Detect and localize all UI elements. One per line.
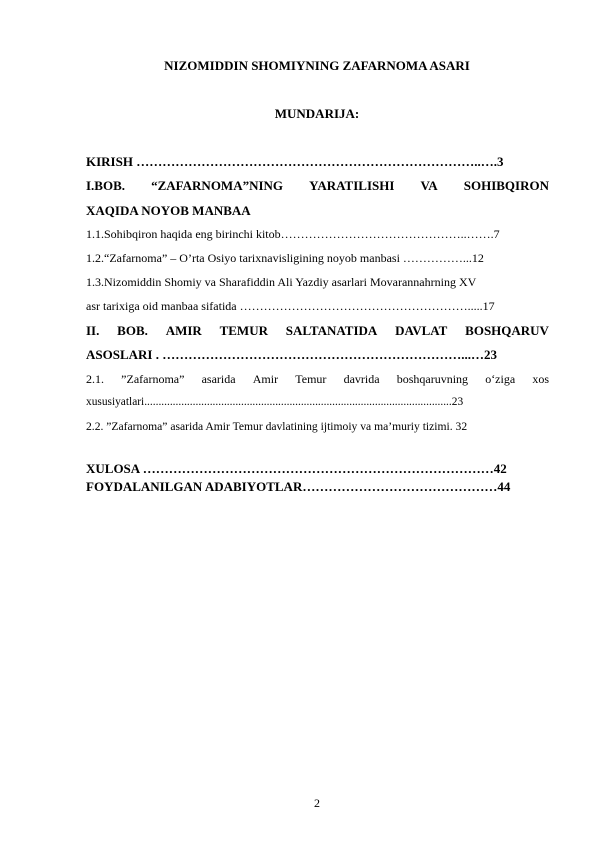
toc-word: II. [86,323,100,338]
toc-entry-bob1-line2: XAQIDA NOYOB MANBAA [86,203,251,218]
toc-word: xos [532,372,549,386]
toc-entry-bob1-line1 [86,178,549,194]
toc-entry-xulosa: XULOSA ………………………………………………………………………42 [86,461,507,476]
toc-word: SALTANATIDA [285,323,378,338]
toc-entry-bob2-line1 [86,323,549,339]
toc-entry-2-1-line2: xususiyatlari............................................................................................................23 [86,396,464,408]
toc-entry-2-1-line1 [86,372,549,387]
toc-word: I.BOB. [86,178,126,193]
toc-word: o‘ziga [485,372,516,386]
toc-word: AMIR [165,323,202,338]
toc-word: “ZAFARNOMA”NING [151,178,284,193]
toc-word: BOB. [117,323,148,338]
toc-word: davrida [343,372,380,386]
toc-entry-bob2-line2: ASOSLARI . ……………………………………………………………...…23 [86,347,497,362]
toc-heading: MUNDARIJA: [274,106,360,121]
toc-entry-kirish: KIRISH ……………………………………………………………………..….3 [86,154,504,169]
toc-word: YARATILISHI [309,178,395,193]
toc-word: SOHIBQIRON [463,178,549,193]
toc-entry-1-3-line2: asr tarixiga oid manbaa sifatida ………………………………………………….....17 [86,299,495,313]
toc-word: DAVLAT [395,323,448,338]
toc-word: VA [420,178,438,193]
toc-word: ”Zafarnoma” [121,372,185,386]
toc-word: boshqaruvning [396,372,469,386]
toc-word: TEMUR [219,323,268,338]
toc-word: BOSHQARUV [465,323,549,338]
toc-word: asarida [201,372,236,386]
toc-entry-2-2: 2.2. ”Zafarnoma” asarida Amir Temur davlatining ijtimoiy va ma’muriy tizimi. 32 [86,420,468,433]
document-title: NIZOMIDDIN SHOMIYNING ZAFARNOMA ASARI [164,58,470,73]
toc-word: Temur [295,372,327,386]
toc-word: Amir [252,372,279,386]
toc-entry-1-2: 1.2.“Zafarnoma” – O’rta Osiyo tarixnavisligining noyob manbasi ……………...12 [86,251,484,265]
toc-entry-1-3-line1: 1.3.Nizomiddin Shomiy va Sharafiddin Ali Yazdiy asarlari Movarannahrning XV [86,275,477,289]
toc-entry-1-1: 1.1.Sohibqiron haqida eng birinchi kitob………………………………………..…….7 [86,227,500,241]
toc-entry-adabiyotlar: FOYDALANILGAN ADABIYOTLAR………………………………………44 [86,479,511,494]
toc-word: 2.1. [86,372,104,386]
page-number: 2 [314,796,320,810]
